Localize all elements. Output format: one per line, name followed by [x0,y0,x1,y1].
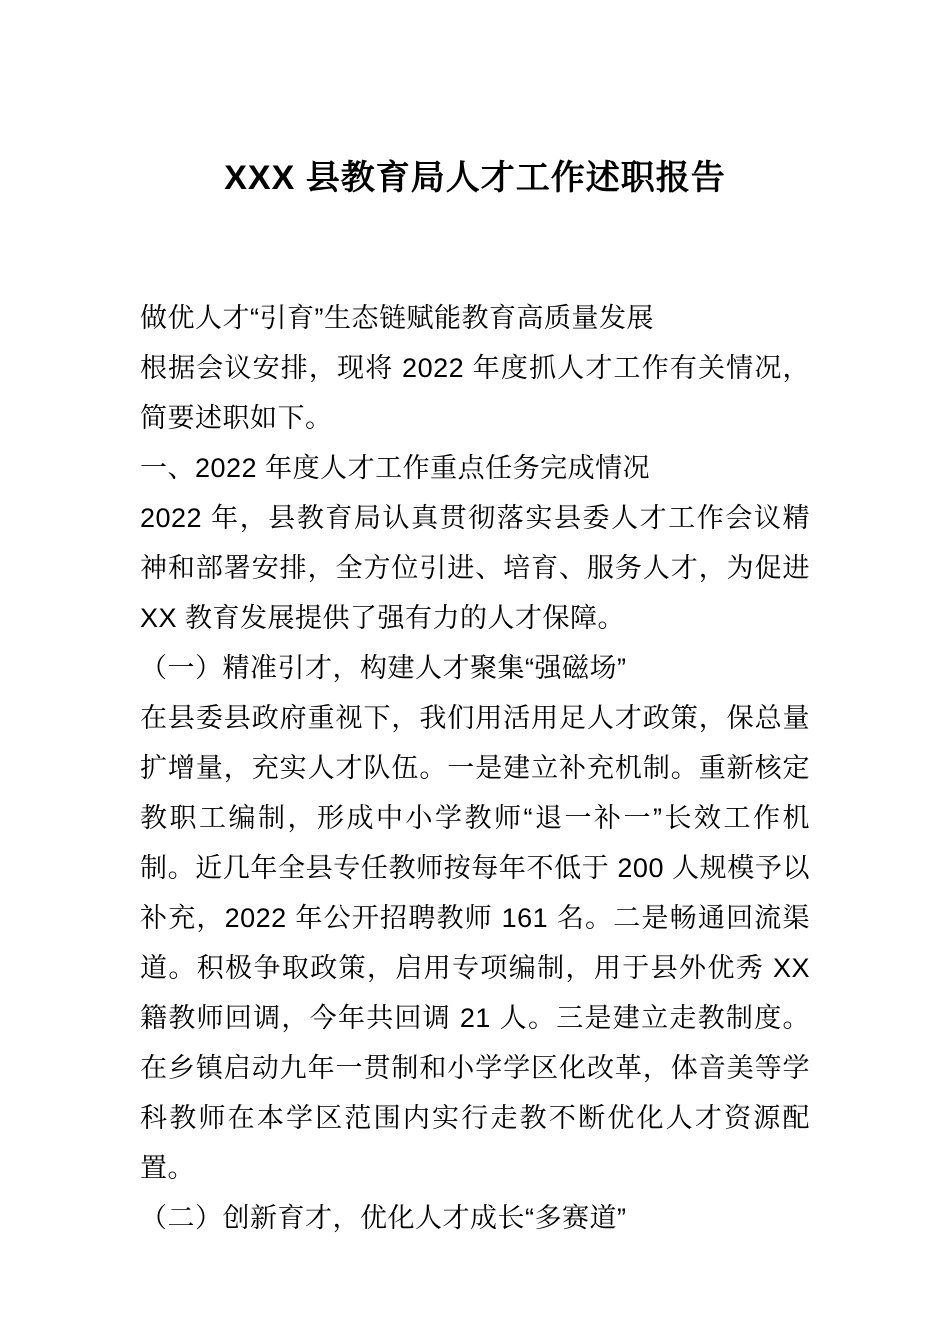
paragraph: 一、2022 年度人才工作重点任务完成情况 [140,453,651,483]
paragraph: 根据会议安排，现将 2022 年度抓人才工作有关情况，简要述职如下。 [140,353,810,433]
document-title: XXX 县教育局人才工作述职报告 [224,159,726,197]
paragraph: 2022 年，县教育局认真贯彻落实县委人才工作会议精神和部署安排，全方位引进、培育、服务人才，为促进 XX 教育发展提供了强有力的人才保障。 [140,503,810,633]
document-body [140,293,810,1243]
paragraph: 在县委县政府重视下，我们用活用足人才政策，保总量扩增量，充实人才队伍。一是建立补充机制。重新核定教职工编制，形成中小学教师“退一补一”长效工作机制。近几年全县专任教师按每年不低于 200 人规模予以补充，2022 年公开招聘教师 161 名。二是畅通回流渠道。积极争取政策，启用专项编制，用于县外优秀 XX 籍教师回调，今年共回调 21 人。三是建立走教制度。在乡镇启动九年一贯制和小学学区化改革，体音美等学科教师在本学区范围内实行走教不断优化人才资源配置。 [140,703,810,1183]
paragraph: （二）创新育才，优化人才成长“多赛道” [140,1203,627,1233]
paragraph: 做优人才“引育”生态链赋能教育高质量发展 [140,303,654,333]
paragraph: （一）精准引才，构建人才聚集“强磁场” [140,653,627,683]
